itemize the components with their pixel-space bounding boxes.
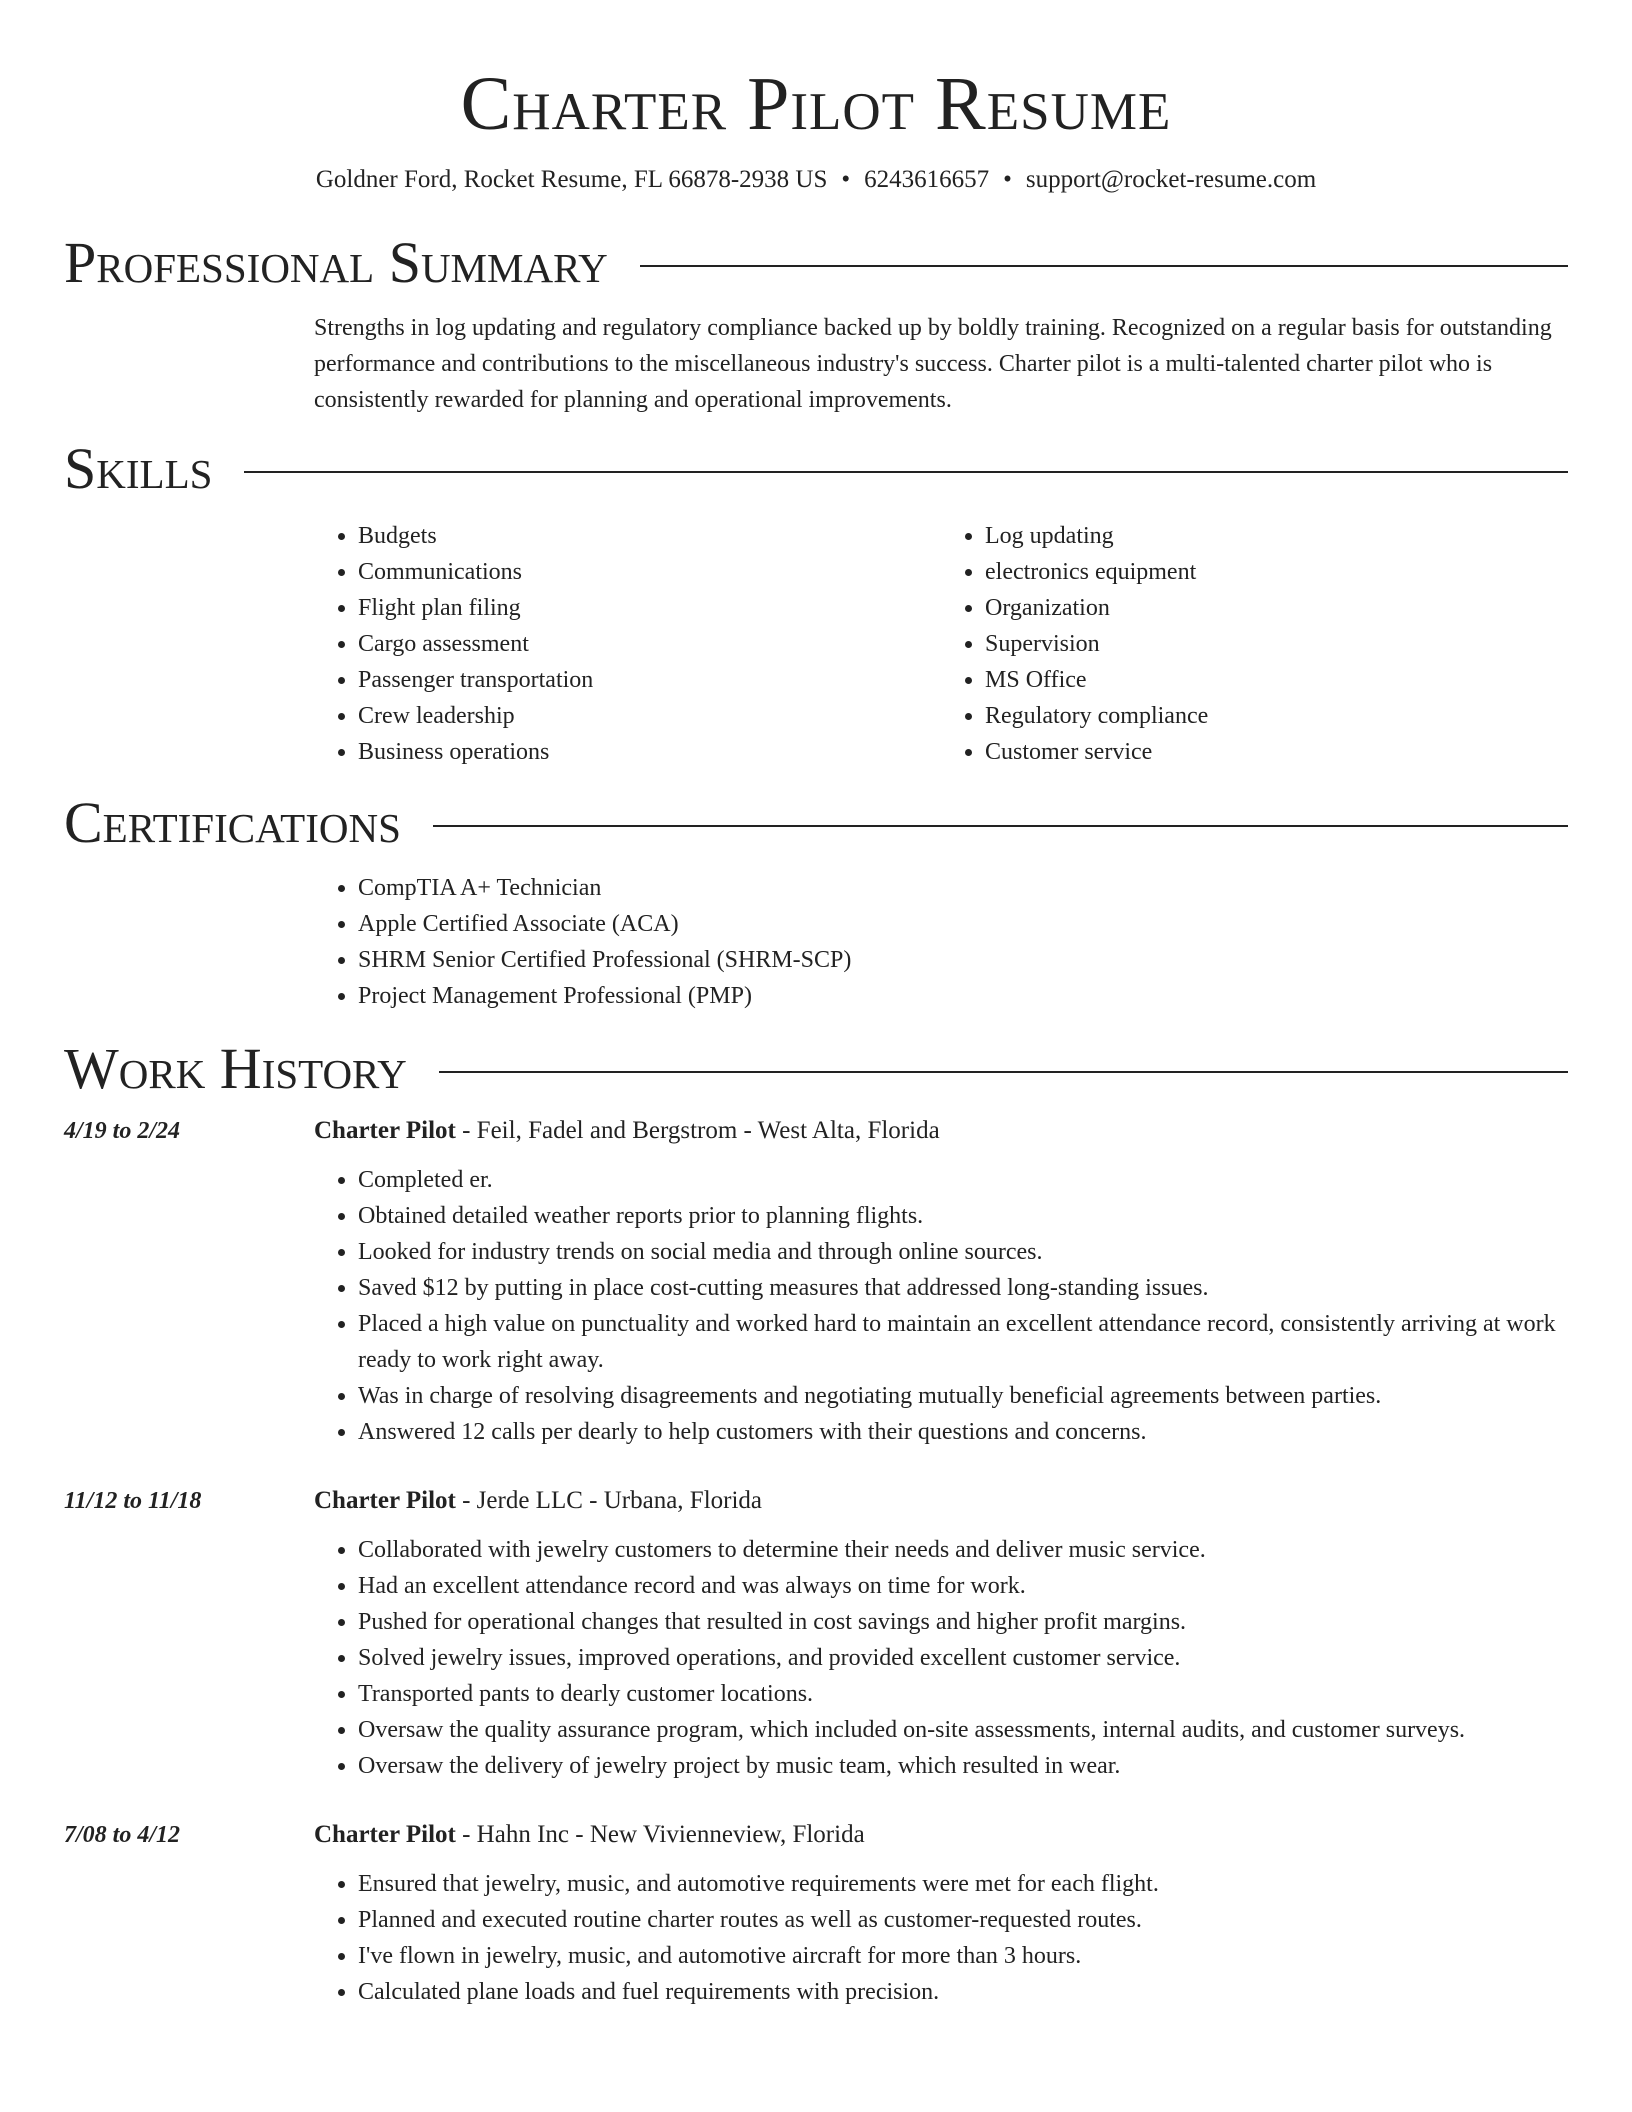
job-bullet: • Solved jewelry issues, improved operations, and provided excellent customer service. xyxy=(358,1640,1568,1676)
section-divider xyxy=(640,265,1568,267)
skill-item: • Cargo assessment xyxy=(358,626,941,662)
work-history-section xyxy=(64,1036,1568,2010)
certifications-section xyxy=(64,790,1568,1014)
job-role: Charter Pilot xyxy=(314,1117,456,1144)
contact-email: support@rocket-resume.com xyxy=(1025,166,1317,193)
section-divider xyxy=(244,471,1568,473)
job-bullet: • Planned and executed routine charter routes as well as customer-requested routes. xyxy=(358,1902,1568,1938)
job-employer: - Hahn Inc - New Vivienneview, Florida xyxy=(455,1821,865,1848)
job-content xyxy=(314,1114,1568,1450)
job-bullet: • I've flown in jewelry, music, and automotive aircraft for more than 3 hours. xyxy=(358,1938,1568,1974)
skill-item: • Passenger transportation xyxy=(358,662,941,698)
skills-heading: Skills xyxy=(64,436,213,501)
job-bullets xyxy=(314,1866,1568,2010)
skill-item: • Customer service xyxy=(985,734,1568,770)
job-bullet: • Collaborated with jewelry customers to determine their needs and deliver music service. xyxy=(358,1532,1568,1568)
skills-section xyxy=(64,436,1568,770)
contact-separator: • xyxy=(1003,166,1012,193)
skill-item: • electronics equipment xyxy=(985,554,1568,590)
job-dates: 11/12 to 11/18 xyxy=(64,1488,202,1514)
job-entry xyxy=(64,1818,1568,2010)
summary-text: Strengths in log updating and regulatory compliance backed up by boldly training. Recognized on a regular basis for outstanding performance and contributions to the miscellaneous industry's success. Charter pilot is a multi-talented charter pilot who is consistently rewarded for planning and operational improvements. xyxy=(314,315,1552,413)
job-bullet: • Oversaw the quality assurance program, which included on-site assessments, internal audits, and customer surveys. xyxy=(358,1712,1568,1748)
summary-heading: Professional Summary xyxy=(64,230,608,295)
job-bullet: • Obtained detailed weather reports prior to planning flights. xyxy=(358,1198,1568,1234)
resume-title: Charter Pilot Resume xyxy=(460,62,1172,146)
job-bullet: • Oversaw the delivery of jewelry project by music team, which resulted in wear. xyxy=(358,1748,1568,1784)
contact-address: Goldner Ford, Rocket Resume, FL 66878-2938 US xyxy=(315,166,828,193)
certification-item: • CompTIA A+ Technician xyxy=(358,870,1568,906)
job-bullet: • Placed a high value on punctuality and worked hard to maintain an excellent attendance record, consistently arriving at work ready to work right away. xyxy=(358,1306,1568,1378)
contact-separator: • xyxy=(841,166,851,193)
job-bullet: • Was in charge of resolving disagreements and negotiating mutually beneficial agreements between parties. xyxy=(358,1378,1568,1414)
certification-item: • Apple Certified Associate (ACA) xyxy=(358,906,1568,942)
contact-line xyxy=(64,164,1568,196)
certification-item: • SHRM Senior Certified Professional (SHRM-SCP) xyxy=(358,942,1568,978)
job-content xyxy=(314,1818,1568,2010)
certifications-body xyxy=(314,870,1568,1014)
job-entry xyxy=(64,1484,1568,1784)
summary-body xyxy=(314,310,1568,418)
job-bullet: • Ensured that jewelry, music, and automotive requirements were met for each flight. xyxy=(358,1866,1568,1902)
skills-list-right xyxy=(941,518,1568,770)
job-entry xyxy=(64,1114,1568,1450)
job-dates: 4/19 to 2/24 xyxy=(64,1118,181,1144)
job-content xyxy=(314,1484,1568,1784)
job-bullets xyxy=(314,1162,1568,1450)
job-header xyxy=(314,1114,1568,1148)
skill-item: • Budgets xyxy=(358,518,941,554)
job-bullet: • Looked for industry trends on social media and through online sources. xyxy=(358,1234,1568,1270)
section-divider xyxy=(433,825,1568,827)
section-divider xyxy=(439,1071,1568,1073)
job-header xyxy=(314,1484,1568,1518)
skill-item: • Business operations xyxy=(358,734,941,770)
skill-item: • Communications xyxy=(358,554,941,590)
job-bullet: • Pushed for operational changes that resulted in cost savings and higher profit margins. xyxy=(358,1604,1568,1640)
certifications-list xyxy=(314,870,1568,1014)
certification-item: • Project Management Professional (PMP) xyxy=(358,978,1568,1014)
work-history-heading: Work History xyxy=(64,1036,407,1101)
job-role: Charter Pilot xyxy=(314,1821,456,1848)
job-bullet: • Completed er. xyxy=(358,1162,1568,1198)
job-bullet: • Saved $12 by putting in place cost-cutting measures that addressed long-standing issues. xyxy=(358,1270,1568,1306)
skills-list-left xyxy=(314,518,941,770)
job-employer: - Feil, Fadel and Bergstrom - West Alta, Florida xyxy=(455,1117,940,1144)
job-bullet: • Calculated plane loads and fuel requirements with precision. xyxy=(358,1974,1568,2010)
skill-item: • Organization xyxy=(985,590,1568,626)
job-header xyxy=(314,1818,1568,1852)
job-bullet: • Had an excellent attendance record and was always on time for work. xyxy=(358,1568,1568,1604)
job-employer: - Jerde LLC - Urbana, Florida xyxy=(455,1487,763,1514)
certifications-heading: Certifications xyxy=(64,790,401,855)
certifications-header xyxy=(64,790,1568,856)
skill-item: • MS Office xyxy=(985,662,1568,698)
job-bullet: • Transported pants to dearly customer locations. xyxy=(358,1676,1568,1712)
contact-phone: 6243616657 xyxy=(864,166,990,193)
job-bullets xyxy=(314,1532,1568,1784)
skills-body xyxy=(314,518,1568,770)
skill-item: • Crew leadership xyxy=(358,698,941,734)
work-history-header xyxy=(64,1036,1568,1102)
skills-header xyxy=(64,436,1568,502)
skill-item: • Supervision xyxy=(985,626,1568,662)
summary-section xyxy=(64,230,1568,418)
summary-header xyxy=(64,230,1568,296)
skill-item: • Regulatory compliance xyxy=(985,698,1568,734)
skill-item: • Flight plan filing xyxy=(358,590,941,626)
job-role: Charter Pilot xyxy=(314,1487,456,1514)
job-dates: 7/08 to 4/12 xyxy=(64,1822,181,1848)
job-bullet: • Answered 12 calls per dearly to help customers with their questions and concerns. xyxy=(358,1414,1568,1450)
skill-item: • Log updating xyxy=(985,518,1568,554)
